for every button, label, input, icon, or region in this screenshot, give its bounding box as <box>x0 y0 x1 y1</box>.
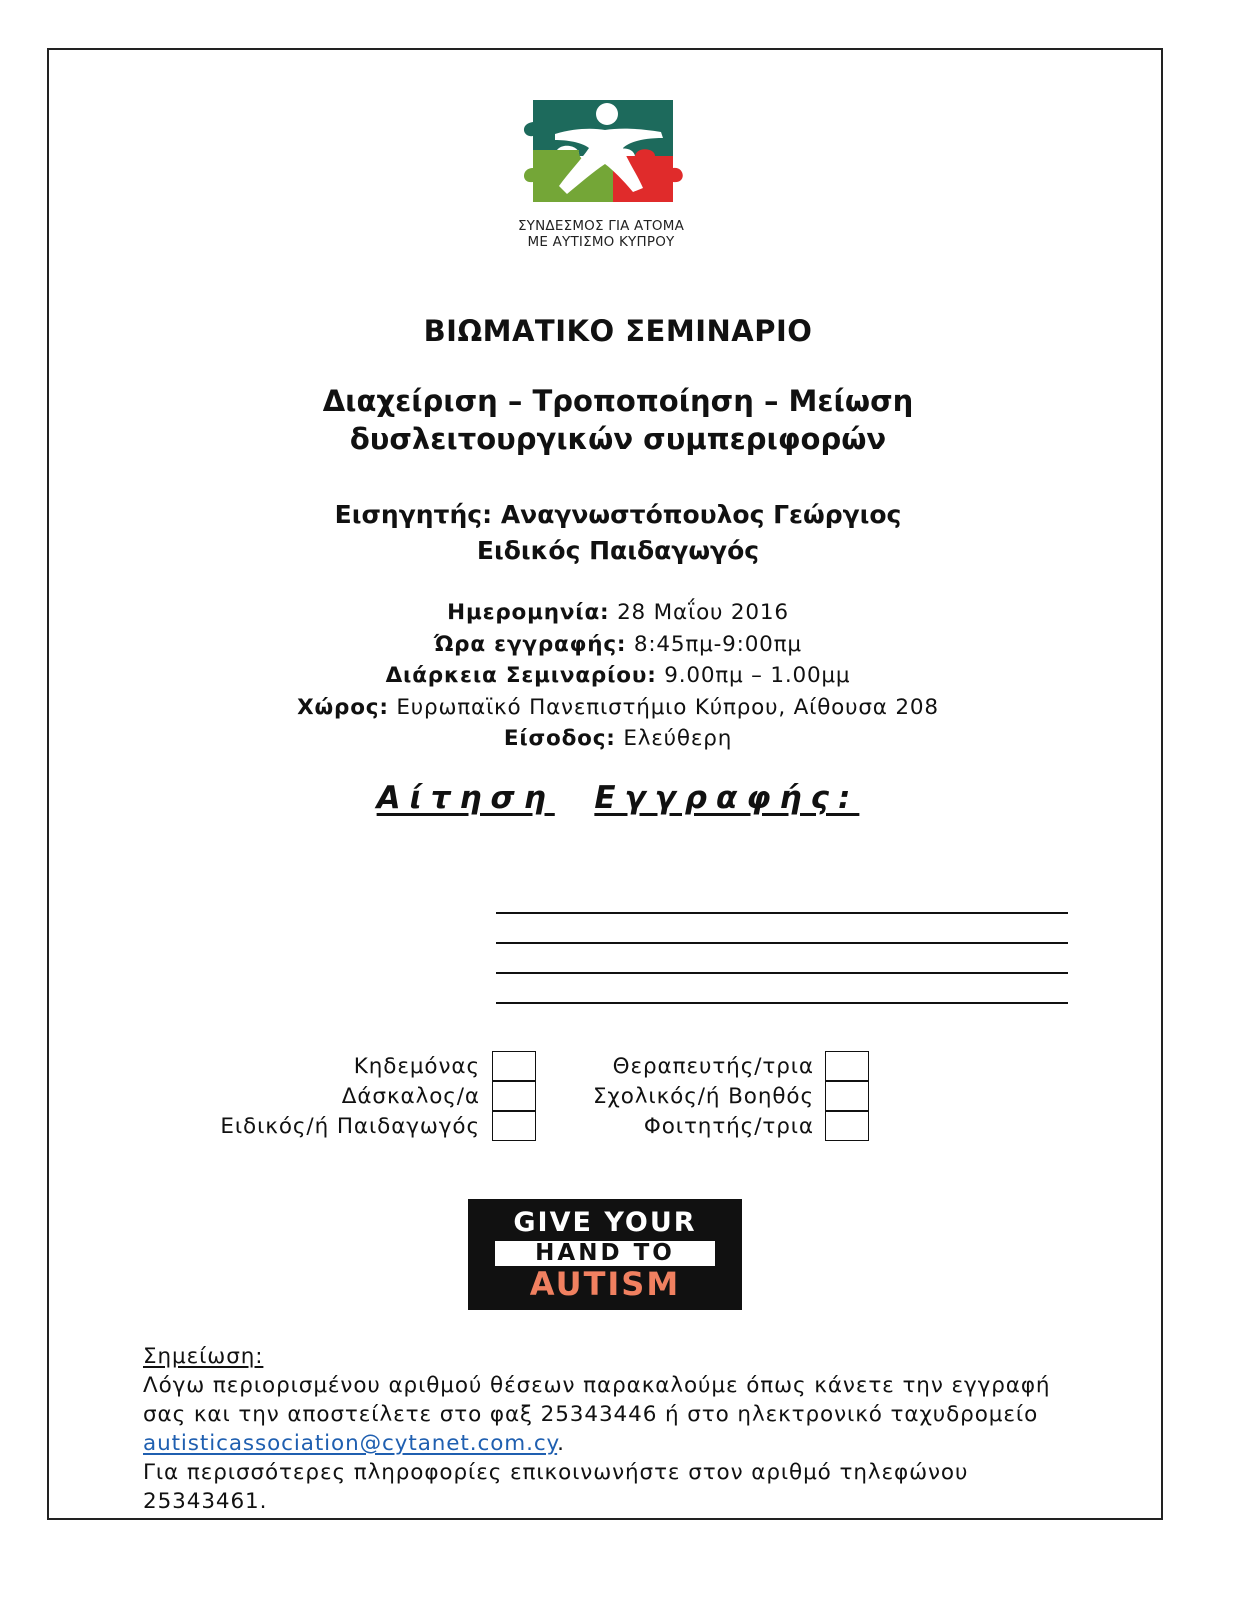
info-entry-value: Ελεύθερη <box>623 726 733 751</box>
note-email-suffix: . <box>557 1431 565 1456</box>
badge-line2: HAND TO <box>495 1241 715 1266</box>
email-field[interactable] <box>496 972 1068 974</box>
fullname-field[interactable] <box>496 912 1068 914</box>
seminar-subtitle-line2: δυσλειτουργικών συμπεριφορών <box>349 422 887 456</box>
badge-line1: GIVE YOUR <box>513 1207 697 1238</box>
seminar-title: ΒΙΩΜΑΤΙΚΟ ΣΕΜΙΝΑΡΙΟ <box>423 314 813 348</box>
info-registration-label: Ώρα εγγραφής: <box>434 631 627 657</box>
seminar-subtitle <box>0 382 1236 458</box>
speaker-name: Εισηγητής: Αναγνωστόπουλος Γεώργιος <box>334 500 902 529</box>
school-assistant-label: Σχολικός/ή Βοηθός <box>592 1084 814 1109</box>
speaker-role: Ειδικός Παιδαγωγός <box>476 536 760 565</box>
give-your-hand-to-autism-badge <box>468 1199 742 1310</box>
therapist-checkbox[interactable] <box>825 1051 869 1081</box>
student-checkbox[interactable] <box>825 1111 869 1141</box>
application-heading-word2: Εγγραφής: <box>594 780 860 816</box>
info-date-label: Ημερομηνία: <box>447 600 610 625</box>
address-field[interactable] <box>496 942 1068 944</box>
note-line2: σας και την αποστείλετε στο φαξ 25343446 ή στο ηλεκτρονικό ταχυδρομείο <box>143 1402 1039 1427</box>
autism-puzzle-logo-icon <box>515 98 705 208</box>
logo-caption <box>470 218 732 250</box>
therapist-label: Θεραπευτής/τρια <box>612 1054 814 1079</box>
info-date-value: 28 Μαΐου 2016 <box>617 600 789 625</box>
info-date <box>0 597 1236 629</box>
guardian-label: Κηδεμόνας <box>353 1054 480 1079</box>
note-line5: 25343461. <box>143 1489 268 1514</box>
seminar-info <box>0 597 1236 755</box>
school-assistant-checkbox[interactable] <box>825 1081 869 1111</box>
seminar-subtitle-line1: Διαχείριση – Τροποποίηση – Μείωση <box>322 384 914 418</box>
info-duration-label: Διάρκεια Σεμιναρίου: <box>385 663 657 688</box>
info-venue-value: Ευρωπαϊκό Πανεπιστήμιο Κύπρου, Αίθουσα 208 <box>396 694 939 720</box>
teacher-label: Δάσκαλος/α <box>341 1084 480 1109</box>
info-duration-value: 9.00πμ – 1.00μμ <box>664 663 851 688</box>
info-venue <box>0 692 1236 724</box>
info-registration <box>0 629 1236 661</box>
special-educator-label: Ειδικός/ή Παιδαγωγός <box>220 1114 480 1139</box>
student-label: Φοιτητής/τρια <box>643 1114 814 1139</box>
speaker-block <box>0 497 1236 569</box>
info-entry-label: Είσοδος: <box>503 726 616 751</box>
badge-line3: AUTISM <box>529 1265 681 1303</box>
note-line4: Για περισσότερες πληροφορίες επικοινωνήστε στον αριθμό τηλεφώνου <box>143 1460 969 1485</box>
info-registration-value: 8:45πμ-9:00πμ <box>633 631 802 657</box>
note-title: Σημείωση: <box>143 1344 264 1369</box>
phone-field[interactable] <box>496 1002 1068 1004</box>
logo-caption-line1: ΣΥΝΔΕΣΜΟΣ ΓΙΑ ΑΤΟΜΑ <box>517 218 685 234</box>
logo-caption-line2: ΜΕ ΑΥΤΙΣΜΟ ΚΥΠΡΟΥ <box>527 234 675 250</box>
note-block <box>143 1342 1103 1516</box>
info-duration <box>0 660 1236 692</box>
info-venue-label: Χώρος: <box>297 694 389 720</box>
note-line1: Λόγω περιορισμένου αριθμού θέσεων παρακαλούμε όπως κάνετε την εγγραφή <box>143 1373 1051 1398</box>
info-entry <box>0 723 1236 755</box>
application-heading <box>0 780 1236 816</box>
note-email-link[interactable]: autisticassociation@cytanet.com.cy <box>143 1431 558 1456</box>
application-heading-word1: Αίτηση <box>376 780 555 816</box>
note-line3 <box>143 1429 1103 1458</box>
